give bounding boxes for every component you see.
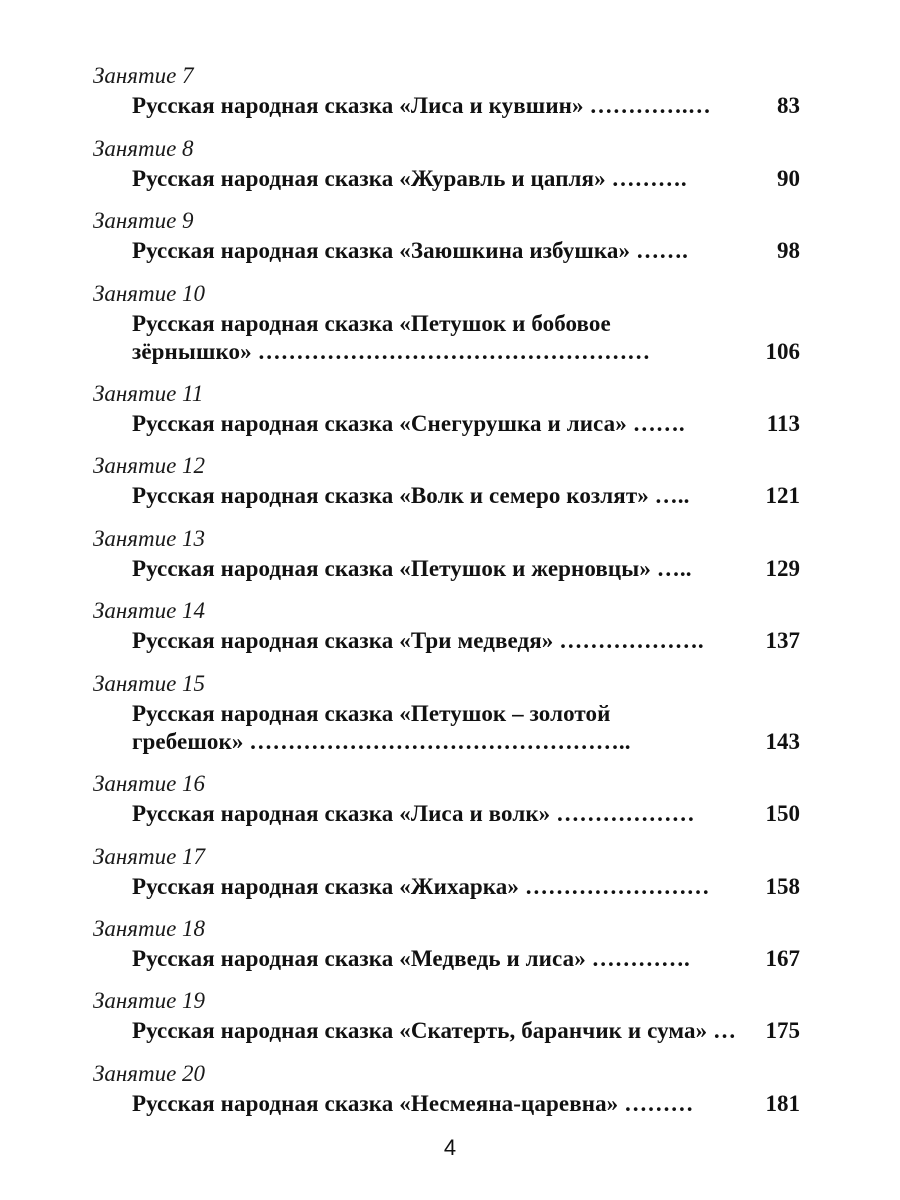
page-number: 98 — [777, 238, 800, 263]
lesson-heading: Занятие 15 — [93, 671, 206, 696]
page-number: 150 — [765, 801, 800, 826]
lesson-heading: Занятие 8 — [93, 136, 194, 161]
lesson-heading: Занятие 12 — [93, 453, 206, 478]
story-title-continued: гребешок» ………………………………………….. — [132, 729, 631, 754]
story-title: Русская народная сказка «Петушок и жерновцы» ….. — [132, 556, 692, 581]
page-number: 175 — [765, 1018, 800, 1043]
story-title: Русская народная сказка «Журавль и цапля» ………. — [132, 166, 687, 191]
lesson-heading: Занятие 11 — [93, 381, 204, 406]
story-title: Русская народная сказка «Петушок и бобовое — [132, 311, 611, 336]
lesson-heading: Занятие 19 — [93, 988, 206, 1013]
story-title: Русская народная сказка «Заюшкина избушка» ……. — [132, 238, 689, 263]
story-title: Русская народная сказка «Три медведя» ………………. — [132, 628, 704, 653]
page-number: 181 — [765, 1091, 800, 1116]
story-title: Русская народная сказка «Волк и семеро козлят» ….. — [132, 483, 690, 508]
story-title: Русская народная сказка «Медведь и лиса» …………. — [132, 946, 690, 971]
page-number: 129 — [765, 556, 800, 581]
lesson-heading: Занятие 16 — [93, 771, 206, 796]
page-number: 137 — [765, 628, 800, 653]
page-number: 143 — [765, 729, 800, 754]
story-title-continued: зёрнышко» …………………………………………… — [132, 339, 651, 364]
story-title: Русская народная сказка «Лиса и волк» ……………… — [132, 801, 695, 826]
lesson-heading: Занятие 9 — [93, 208, 194, 233]
page-number: 90 — [777, 166, 800, 191]
lesson-heading: Занятие 17 — [93, 844, 206, 869]
lesson-heading: Занятие 18 — [93, 916, 206, 941]
page-number: 121 — [765, 483, 800, 508]
page-number: 83 — [777, 93, 800, 118]
page-number: 113 — [766, 411, 800, 436]
page-number: 167 — [765, 946, 800, 971]
lesson-heading: Занятие 13 — [93, 526, 206, 551]
lesson-heading: Занятие 10 — [93, 281, 206, 306]
page-footer-number: 4 — [443, 1135, 457, 1160]
page-number: 158 — [765, 874, 800, 899]
lesson-heading: Занятие 14 — [93, 598, 206, 623]
story-title: Русская народная сказка «Лиса и кувшин» ………….… — [132, 93, 711, 118]
story-title: Русская народная сказка «Жихарка» …………………… — [132, 874, 710, 899]
story-title: Русская народная сказка «Петушок – золотой — [132, 701, 611, 726]
page-number: 106 — [765, 339, 800, 364]
story-title: Русская народная сказка «Снегурушка и лиса» ……. — [132, 411, 685, 436]
lesson-heading: Занятие 7 — [93, 63, 194, 88]
lesson-heading: Занятие 20 — [93, 1061, 206, 1086]
story-title: Русская народная сказка «Скатерть, баранчик и сума» … — [132, 1018, 737, 1043]
story-title: Русская народная сказка «Несмеяна-царевна» ……… — [132, 1091, 694, 1116]
